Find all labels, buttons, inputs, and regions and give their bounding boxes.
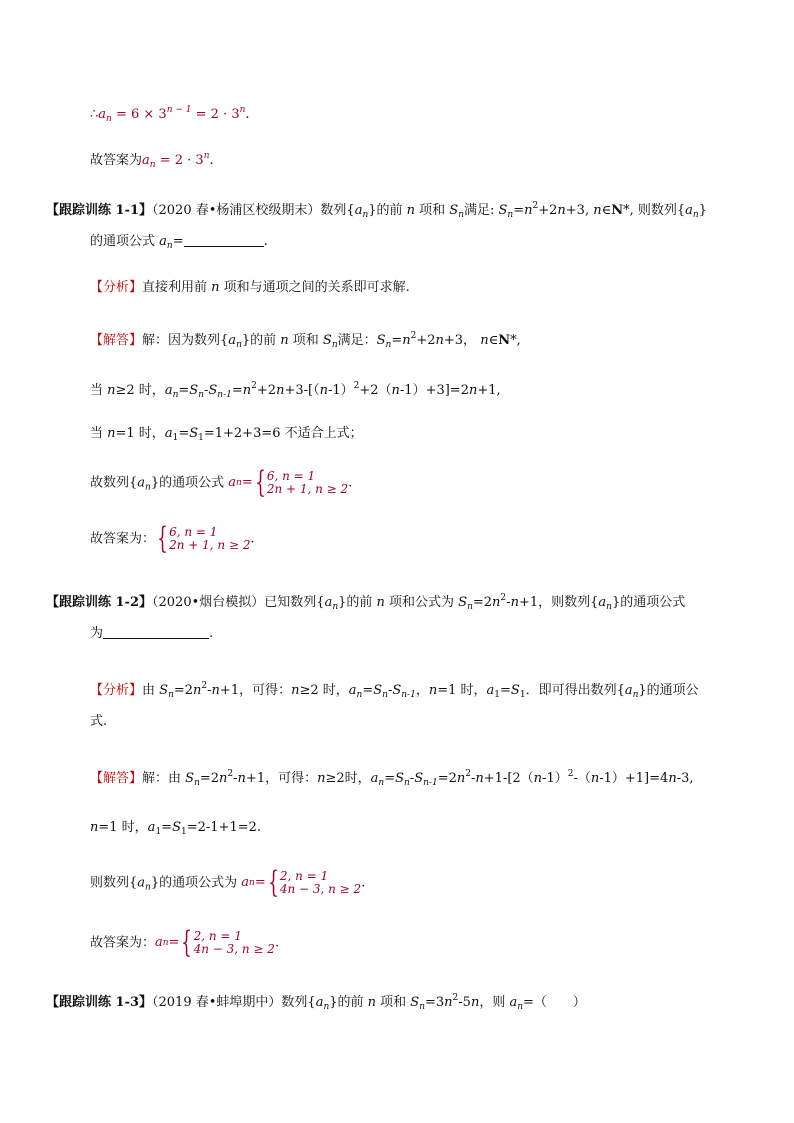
math-text: -1） <box>542 771 568 786</box>
piecewise-formula <box>228 465 349 500</box>
math-text: = <box>178 426 190 441</box>
math-text: n <box>145 482 151 493</box>
brace-icon: { <box>181 925 193 960</box>
math-text: 解：由 <box>142 771 186 786</box>
analysis-1-1 <box>90 278 410 298</box>
math-text: . <box>245 107 250 122</box>
math-text: a <box>137 475 146 491</box>
math-text: n <box>428 683 438 698</box>
math-text: n <box>444 995 453 1010</box>
math-text: =1 时， <box>437 683 487 698</box>
math-text: n <box>280 333 289 348</box>
math-text: 2 <box>500 593 507 603</box>
math-text: +2（ <box>359 383 392 398</box>
math-text: n <box>198 390 204 400</box>
math-text: a <box>228 333 237 348</box>
math-text: = <box>178 383 190 398</box>
math-text: = <box>391 333 403 348</box>
math-text: n <box>193 683 202 698</box>
math-text: - <box>387 683 393 698</box>
math-text: =2 <box>199 771 220 786</box>
math-text: ，则 <box>479 995 510 1010</box>
math-text: n <box>211 280 220 295</box>
math-text: S <box>414 771 424 786</box>
math-text: +1，可得： <box>245 771 318 786</box>
math-text: S <box>458 595 468 610</box>
math-text: 2 <box>353 381 360 391</box>
math-text: 2 <box>452 993 459 1003</box>
math-text: 项和与通项之间的关系即可求解. <box>219 280 410 295</box>
math-text: S <box>410 995 420 1010</box>
math-text: = <box>362 683 374 698</box>
math-text: 2, n = 1 <box>193 929 242 943</box>
math-text: n <box>590 771 600 786</box>
solution-1-1-line-2 <box>90 376 501 405</box>
math-text: n <box>291 683 300 698</box>
math-text: a <box>315 995 324 1010</box>
math-text: S <box>322 333 332 348</box>
math-text: 项和 <box>415 203 450 218</box>
brace-icon: { <box>268 865 279 900</box>
math-text: n <box>391 383 400 398</box>
math-text: S <box>395 771 405 786</box>
solution-label: 【解答】 <box>90 333 143 348</box>
math-text: a <box>164 383 173 398</box>
math-text: n <box>467 602 473 612</box>
math-text: ．即可得出数列{ <box>525 683 625 698</box>
math-text: 当 <box>90 383 108 398</box>
math-text: = <box>231 383 243 398</box>
math-text: n <box>468 383 478 398</box>
math-text: 当 <box>90 426 108 441</box>
math-text: n <box>242 383 252 398</box>
math-text: n <box>166 241 173 251</box>
math-text: 的通项公式 <box>90 234 160 249</box>
math-text: n <box>606 602 612 612</box>
math-text: n <box>692 210 699 220</box>
solution-1-1-line-3 <box>90 424 363 448</box>
math-text: a <box>155 935 163 950</box>
solution-1-2-line-2 <box>90 818 261 842</box>
math-text: 数列{ <box>281 995 316 1010</box>
math-text: n <box>475 771 484 786</box>
math-text: 2 <box>465 769 471 779</box>
math-text: n <box>236 340 242 350</box>
problem-1-1-line-1 <box>46 196 707 225</box>
math-text: S <box>185 771 195 786</box>
math-text: a <box>509 995 518 1010</box>
math-text: 为 <box>90 626 104 641</box>
math-text: N <box>498 333 511 348</box>
math-text: }的前 <box>368 203 407 218</box>
math-text: 2 <box>567 769 574 779</box>
math-text: =（ ） <box>523 995 586 1010</box>
math-text: 故答案为 <box>90 153 143 168</box>
math-text: +3, <box>565 203 594 218</box>
formula-line-1 <box>90 100 250 129</box>
math-text: n <box>435 333 444 348</box>
math-text: n <box>107 426 116 441</box>
math-text: n <box>332 602 339 612</box>
math-text: S <box>510 683 520 698</box>
math-text: n <box>382 690 388 700</box>
math-text: n <box>211 683 220 698</box>
problem-1-1-line-2 <box>90 232 268 256</box>
math-text: n <box>90 820 99 835</box>
math-text: 则数列{ <box>90 875 138 891</box>
math-text: ， <box>415 683 429 698</box>
math-text: n <box>533 771 543 786</box>
math-text: ∈ <box>488 333 499 348</box>
math-text: 数列{ <box>320 203 355 218</box>
math-text: ≥2时， <box>325 771 371 786</box>
math-text: 2 <box>227 769 234 779</box>
math-text: a <box>598 595 607 610</box>
solution-1-2-line-1 <box>90 764 693 793</box>
math-text: =2 <box>437 771 457 786</box>
math-text: -5 <box>458 995 471 1010</box>
math-text: a <box>147 820 156 835</box>
math-text: n <box>593 203 602 218</box>
math-text: 故数列{ <box>90 475 138 491</box>
math-text: =3 <box>425 995 445 1010</box>
math-text: S <box>373 683 383 698</box>
math-text: = <box>161 820 173 835</box>
math-text: }的前 <box>338 595 377 610</box>
math-text: *, <box>510 333 521 348</box>
piecewise-formula <box>155 521 251 556</box>
math-text: }的通项公式 <box>611 595 686 610</box>
answer-blank[interactable] <box>103 626 209 639</box>
math-text: 已知数列{ <box>264 595 325 610</box>
math-text: = 2 · 3 <box>155 153 204 168</box>
math-text: a <box>137 875 146 891</box>
math-text: n <box>470 995 480 1010</box>
math-text: . <box>263 234 268 249</box>
math-text: = <box>168 935 180 950</box>
math-text: n <box>404 778 410 788</box>
math-text: =2-1+1=2. <box>186 820 262 835</box>
math-text: = <box>254 875 266 890</box>
math-text: +1，则数列{ <box>518 595 599 610</box>
math-text: 直接利用前 <box>142 280 212 295</box>
math-text: +2 <box>256 383 277 398</box>
math-text: 6, n = 1 <box>266 469 316 483</box>
math-text: n <box>319 383 328 398</box>
math-text: n <box>458 210 464 220</box>
math-text: 故答案为： <box>90 935 156 951</box>
piecewise-formula <box>169 526 250 552</box>
math-text: 项和 <box>288 333 323 348</box>
math-text: n <box>632 690 639 700</box>
math-text: = <box>384 771 396 786</box>
math-text: （2019 春•蚌埠期中） <box>152 995 282 1010</box>
math-text: =2 <box>173 683 194 698</box>
solution-1-1-line-1 <box>90 326 521 355</box>
math-text: n <box>331 340 338 350</box>
math-text: -1）+1]=4 <box>599 771 669 786</box>
math-text: ≥2 时， <box>115 383 165 398</box>
math-text: - <box>203 383 209 398</box>
math-text: 2 <box>532 201 539 211</box>
math-text: +1，可得： <box>219 683 292 698</box>
math-text: S <box>189 383 199 398</box>
math-text: = 2 · 3 <box>191 107 240 122</box>
math-text: n <box>668 771 677 786</box>
math-text: ∴ <box>90 107 99 122</box>
math-text: 项和 <box>376 995 411 1010</box>
math-text: 式. <box>90 714 108 729</box>
math-text: a <box>685 203 693 218</box>
math-text: a <box>159 234 167 249</box>
math-text: = <box>500 683 511 698</box>
math-text: n <box>172 390 179 400</box>
math-text: S <box>159 683 169 698</box>
problem-1-3 <box>46 988 586 1017</box>
math-text: n <box>378 778 385 788</box>
math-text: n − 1 <box>166 105 192 115</box>
math-text: n <box>510 595 519 610</box>
answer-blank[interactable] <box>184 234 264 247</box>
math-text: N <box>611 203 624 218</box>
problem-1-2-line-1 <box>46 588 685 617</box>
math-text: n <box>524 203 533 218</box>
math-text: - <box>470 771 476 786</box>
math-text: = <box>172 234 184 249</box>
math-text: 6, n = 1 <box>169 525 218 539</box>
math-text: . <box>209 626 214 641</box>
brace-icon: { <box>157 521 168 556</box>
math-text: - <box>506 595 511 610</box>
math-text: a <box>370 771 379 786</box>
math-text: 2n + 1, n ≥ 2 <box>169 538 251 552</box>
math-text: 2 <box>201 681 208 691</box>
math-text: +2 <box>538 203 558 218</box>
math-text: n <box>149 160 156 170</box>
math-text: 1 <box>180 827 187 837</box>
math-text: n <box>419 1002 425 1012</box>
math-text: n-1 <box>423 778 438 788</box>
problem-1-2-line-2 <box>90 624 213 644</box>
math-text: - <box>233 771 238 786</box>
math-text: -1）+3]=2 <box>399 383 469 398</box>
piecewise-formula <box>155 925 275 960</box>
math-text: a <box>624 683 633 698</box>
math-text: n <box>276 383 285 398</box>
math-text: 解：因为数列{ <box>142 333 229 348</box>
math-text: 4n − 3, n ≥ 2 <box>193 942 275 956</box>
piecewise-formula <box>194 930 275 956</box>
math-text: a <box>354 203 363 218</box>
math-text: 1 <box>519 690 526 700</box>
math-text: a <box>98 107 107 122</box>
problem-tag: 【跟踪训练 1-3】 <box>46 995 153 1010</box>
math-text: S <box>376 333 386 348</box>
math-text: 1 <box>172 433 179 443</box>
piecewise-formula <box>280 870 361 896</box>
math-text: +1-[2（ <box>483 771 534 786</box>
math-text: } <box>698 203 707 218</box>
math-text: 项和公式为 <box>384 595 459 610</box>
math-text: a <box>164 426 173 441</box>
math-text: n <box>456 771 466 786</box>
solution-1-1-formula <box>90 465 353 500</box>
math-text: . <box>361 875 366 891</box>
math-text: ∈ <box>601 203 612 218</box>
math-text: a <box>228 475 237 490</box>
math-text: *, 则数列{ <box>623 203 686 218</box>
math-text: 故答案为： <box>90 531 156 547</box>
math-text: -（ <box>573 771 591 786</box>
math-text: n <box>385 340 392 350</box>
problem-tag: 【跟踪训练 1-2】 <box>46 595 153 610</box>
math-text: n-1 <box>217 390 232 400</box>
math-text: S <box>208 383 218 398</box>
math-text: - <box>207 683 212 698</box>
math-text: . <box>274 935 280 951</box>
math-text: n <box>107 383 116 398</box>
math-text: a <box>486 683 495 698</box>
solution-label: 【解答】 <box>90 771 143 786</box>
math-text: n <box>317 771 326 786</box>
math-text: n <box>168 690 174 700</box>
math-text: - <box>409 771 415 786</box>
analysis-1-2-line-1 <box>90 676 699 705</box>
math-text: （2020 春•杨浦区校级期末） <box>152 203 321 218</box>
solution-1-2-formula <box>90 865 366 900</box>
math-text: =1+2+3=6 不适合上式； <box>203 426 363 441</box>
problem-tag: 【跟踪训练 1-1】 <box>46 203 153 218</box>
piecewise-formula <box>241 865 362 900</box>
math-text: S <box>498 203 508 218</box>
math-text: n <box>249 878 255 888</box>
math-text: . <box>250 531 255 547</box>
math-text: = <box>241 475 253 490</box>
math-text: 1 <box>198 433 204 443</box>
analysis-1-2-line-2 <box>90 712 107 732</box>
answer-line-1 <box>90 146 214 175</box>
analysis-label: 【分析】 <box>90 280 143 295</box>
math-text: =1 时， <box>115 426 165 441</box>
math-text: 2 <box>410 331 417 341</box>
math-text: 1 <box>155 827 162 837</box>
math-text: 满足： <box>337 333 377 348</box>
math-text: }的通项公 <box>638 683 699 698</box>
brace-icon: { <box>255 465 266 500</box>
analysis-label: 【分析】 <box>90 683 143 698</box>
math-text: = <box>513 203 525 218</box>
math-text: }的通项公式 <box>150 475 229 491</box>
math-text: S <box>172 820 181 835</box>
math-text: 2n + 1, n ≥ 2 <box>266 482 349 496</box>
math-text: n <box>194 778 200 788</box>
math-text: S <box>449 203 459 218</box>
math-text: a <box>348 683 357 698</box>
math-text: n <box>492 595 501 610</box>
math-text: a <box>241 875 250 890</box>
math-text: +3-[（ <box>284 383 320 398</box>
math-text: =1 时， <box>98 820 148 835</box>
math-text: = 6 × 3 <box>111 107 167 122</box>
math-text: n <box>237 771 246 786</box>
math-text: a <box>142 153 150 168</box>
math-text: a <box>324 595 333 610</box>
answer-1-2 <box>90 925 280 960</box>
math-text: 4n − 3, n ≥ 2 <box>279 882 362 896</box>
math-text: n <box>367 995 377 1010</box>
math-text: 1 <box>494 690 501 700</box>
math-text: S <box>189 426 199 441</box>
math-text: n <box>323 1002 330 1012</box>
piecewise-formula <box>267 470 348 496</box>
math-text: ≥2 时， <box>299 683 349 698</box>
math-text: n <box>239 105 246 115</box>
math-text: S <box>392 683 402 698</box>
math-text: n <box>236 478 242 488</box>
math-text: n <box>219 771 228 786</box>
math-text: +1, <box>477 383 501 398</box>
math-text: -1） <box>327 383 354 398</box>
math-text: 2 <box>251 381 257 391</box>
math-text: n <box>402 333 411 348</box>
math-text: n <box>362 210 369 220</box>
math-text: 2, n = 1 <box>279 869 329 883</box>
math-text: n <box>162 938 169 948</box>
math-text: }的通项公式为 <box>150 875 242 891</box>
math-text: n <box>507 210 514 220</box>
math-text: （2020•烟台模拟） <box>152 595 265 610</box>
math-text: n <box>480 333 489 348</box>
math-text: n <box>376 595 385 610</box>
math-text: }的前 <box>329 995 368 1010</box>
math-text: . <box>348 475 353 491</box>
math-text: 满足: <box>464 203 499 218</box>
math-text: n-1 <box>401 690 416 700</box>
math-text: n <box>517 1002 524 1012</box>
math-text: n <box>356 690 363 700</box>
answer-1-1 <box>90 521 255 556</box>
math-text: -3, <box>676 771 694 786</box>
math-text: 由 <box>142 683 160 698</box>
math-text: n <box>406 203 416 218</box>
math-text: n <box>106 114 112 124</box>
math-text: =2 <box>472 595 493 610</box>
math-text: n <box>203 151 210 161</box>
math-text: n <box>145 882 151 893</box>
math-text: +3， <box>443 333 481 348</box>
math-text: . <box>209 153 214 168</box>
math-text: n <box>557 203 566 218</box>
math-text: +2 <box>416 333 436 348</box>
math-text: }的前 <box>241 333 281 348</box>
